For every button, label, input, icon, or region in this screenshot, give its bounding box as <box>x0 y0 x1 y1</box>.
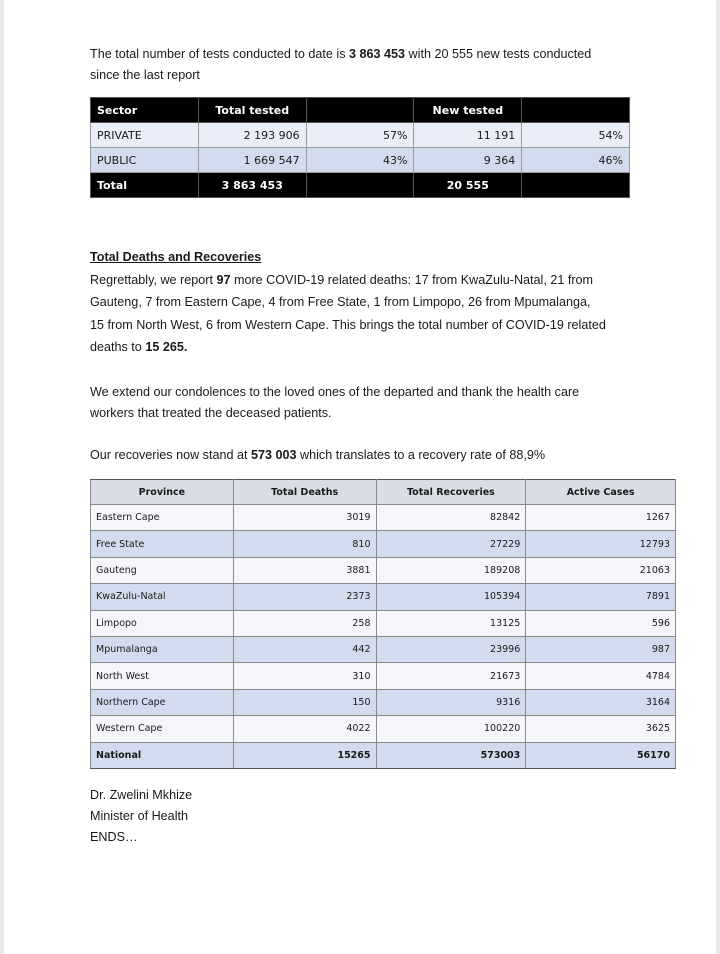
national-label: National <box>91 742 234 768</box>
deaths-text: Regrettably, we report <box>90 273 217 287</box>
tests-header-blank1 <box>306 98 414 123</box>
tests-cell-new-pct: 54% <box>522 123 630 148</box>
tests-header-sector: Sector <box>91 98 199 123</box>
tests-cell-total-pct: 43% <box>306 148 414 173</box>
tests-total-label: Total <box>91 173 199 198</box>
table-row <box>91 610 676 636</box>
national-recoveries: 573003 <box>376 742 526 768</box>
recoveries-count: 573 003 <box>251 448 297 462</box>
tests-row-total <box>91 173 630 198</box>
deaths-line3: 15 from North West, 6 from Western Cape. This brings the total number of COVID-19 related <box>90 317 606 332</box>
recoveries-text: Our recoveries now stand at <box>90 448 251 462</box>
province-active: 21063 <box>526 557 676 583</box>
province-active: 3625 <box>526 716 676 742</box>
tests-header-total: Total tested <box>198 98 306 123</box>
tests-cell-sector: PUBLIC <box>91 148 199 173</box>
tests-row-private <box>91 123 630 148</box>
province-deaths: 442 <box>233 636 376 662</box>
tests-header-new: New tested <box>414 98 522 123</box>
deaths-text: deaths to <box>90 340 146 355</box>
tests-header-row <box>91 98 630 123</box>
province-active: 3164 <box>526 689 676 715</box>
tests-cell-new-pct: 46% <box>522 148 630 173</box>
intro-total-tests: 3 863 453 <box>349 47 406 61</box>
tests-row-public <box>91 148 630 173</box>
province-recoveries: 105394 <box>376 584 526 610</box>
tests-table <box>90 97 630 198</box>
tests-total-blank1 <box>306 173 414 198</box>
recoveries-paragraph <box>90 445 545 466</box>
intro-line2: since the last report <box>90 68 200 82</box>
table-row <box>91 689 676 715</box>
province-name: Western Cape <box>91 716 234 742</box>
province-header-deaths: Total Deaths <box>233 480 376 505</box>
province-name: Gauteng <box>91 557 234 583</box>
tests-header-blank2 <box>522 98 630 123</box>
province-header-recoveries: Total Recoveries <box>376 480 526 505</box>
table-row <box>91 636 676 662</box>
deaths-total: 15 265. <box>145 340 188 355</box>
province-active: 596 <box>526 610 676 636</box>
tests-total-value: 3 863 453 <box>198 173 306 198</box>
table-row <box>91 505 676 531</box>
deaths-heading: Total Deaths and Recoveries <box>90 250 262 264</box>
province-active: 987 <box>526 636 676 662</box>
condolences-line2: workers that treated the deceased patients. <box>90 406 332 420</box>
province-active: 12793 <box>526 531 676 557</box>
tests-total-new: 20 555 <box>414 173 522 198</box>
province-deaths: 810 <box>233 531 376 557</box>
province-recoveries: 9316 <box>376 689 526 715</box>
province-recoveries: 27229 <box>376 531 526 557</box>
province-recoveries: 100220 <box>376 716 526 742</box>
table-row <box>91 557 676 583</box>
province-header-row <box>91 480 676 505</box>
province-name: Limpopo <box>91 610 234 636</box>
province-deaths: 150 <box>233 689 376 715</box>
province-active: 1267 <box>526 505 676 531</box>
province-recoveries: 13125 <box>376 610 526 636</box>
province-active: 4784 <box>526 663 676 689</box>
national-active: 56170 <box>526 742 676 768</box>
signature-title: Minister of Health <box>90 809 188 823</box>
province-deaths: 2373 <box>233 584 376 610</box>
signature-block <box>90 785 192 848</box>
national-deaths: 15265 <box>233 742 376 768</box>
province-recoveries: 21673 <box>376 663 526 689</box>
page-edge-right <box>716 0 720 954</box>
province-table <box>90 479 676 769</box>
province-active: 7891 <box>526 584 676 610</box>
province-header-province: Province <box>91 480 234 505</box>
tests-cell-new: 11 191 <box>414 123 522 148</box>
province-header-active: Active Cases <box>526 480 676 505</box>
page-edge-left <box>0 0 4 954</box>
province-recoveries: 82842 <box>376 505 526 531</box>
tests-cell-sector: PRIVATE <box>91 123 199 148</box>
tests-total-blank2 <box>522 173 630 198</box>
signature-ends: ENDS… <box>90 830 138 844</box>
province-name: KwaZulu-Natal <box>91 584 234 610</box>
intro-text-mid: with 20 555 new tests conducted <box>405 47 592 61</box>
tests-cell-total: 1 669 547 <box>198 148 306 173</box>
table-row <box>91 716 676 742</box>
condolences-line1: We extend our condolences to the loved ones of the departed and thank the health care <box>90 385 580 399</box>
province-recoveries: 189208 <box>376 557 526 583</box>
table-row <box>91 584 676 610</box>
condolences-paragraph <box>90 382 579 424</box>
province-deaths: 3881 <box>233 557 376 583</box>
province-deaths: 4022 <box>233 716 376 742</box>
intro-text: The total number of tests conducted to date is <box>90 47 350 61</box>
table-row <box>91 663 676 689</box>
recoveries-text: which translates to a recovery rate of 88,9% <box>296 448 546 462</box>
deaths-text: more COVID-19 related deaths: 17 from KwaZulu-Natal, 21 from <box>230 273 594 287</box>
deaths-section <box>90 247 606 359</box>
province-name: North West <box>91 663 234 689</box>
province-name: Eastern Cape <box>91 505 234 531</box>
province-name: Free State <box>91 531 234 557</box>
table-row <box>91 531 676 557</box>
table-row-national <box>91 742 676 768</box>
tests-cell-new: 9 364 <box>414 148 522 173</box>
province-deaths: 258 <box>233 610 376 636</box>
province-deaths: 310 <box>233 663 376 689</box>
province-name: Mpumalanga <box>91 636 234 662</box>
deaths-count: 97 <box>216 273 231 287</box>
signature-name: Dr. Zwelini Mkhize <box>90 788 193 802</box>
tests-cell-total-pct: 57% <box>306 123 414 148</box>
tests-cell-total: 2 193 906 <box>198 123 306 148</box>
province-recoveries: 23996 <box>376 636 526 662</box>
deaths-line2: Gauteng, 7 from Eastern Cape, 4 from Free State, 1 from Limpopo, 26 from Mpumalanga, <box>90 295 591 310</box>
province-deaths: 3019 <box>233 505 376 531</box>
intro-paragraph <box>90 44 591 86</box>
province-name: Northern Cape <box>91 689 234 715</box>
